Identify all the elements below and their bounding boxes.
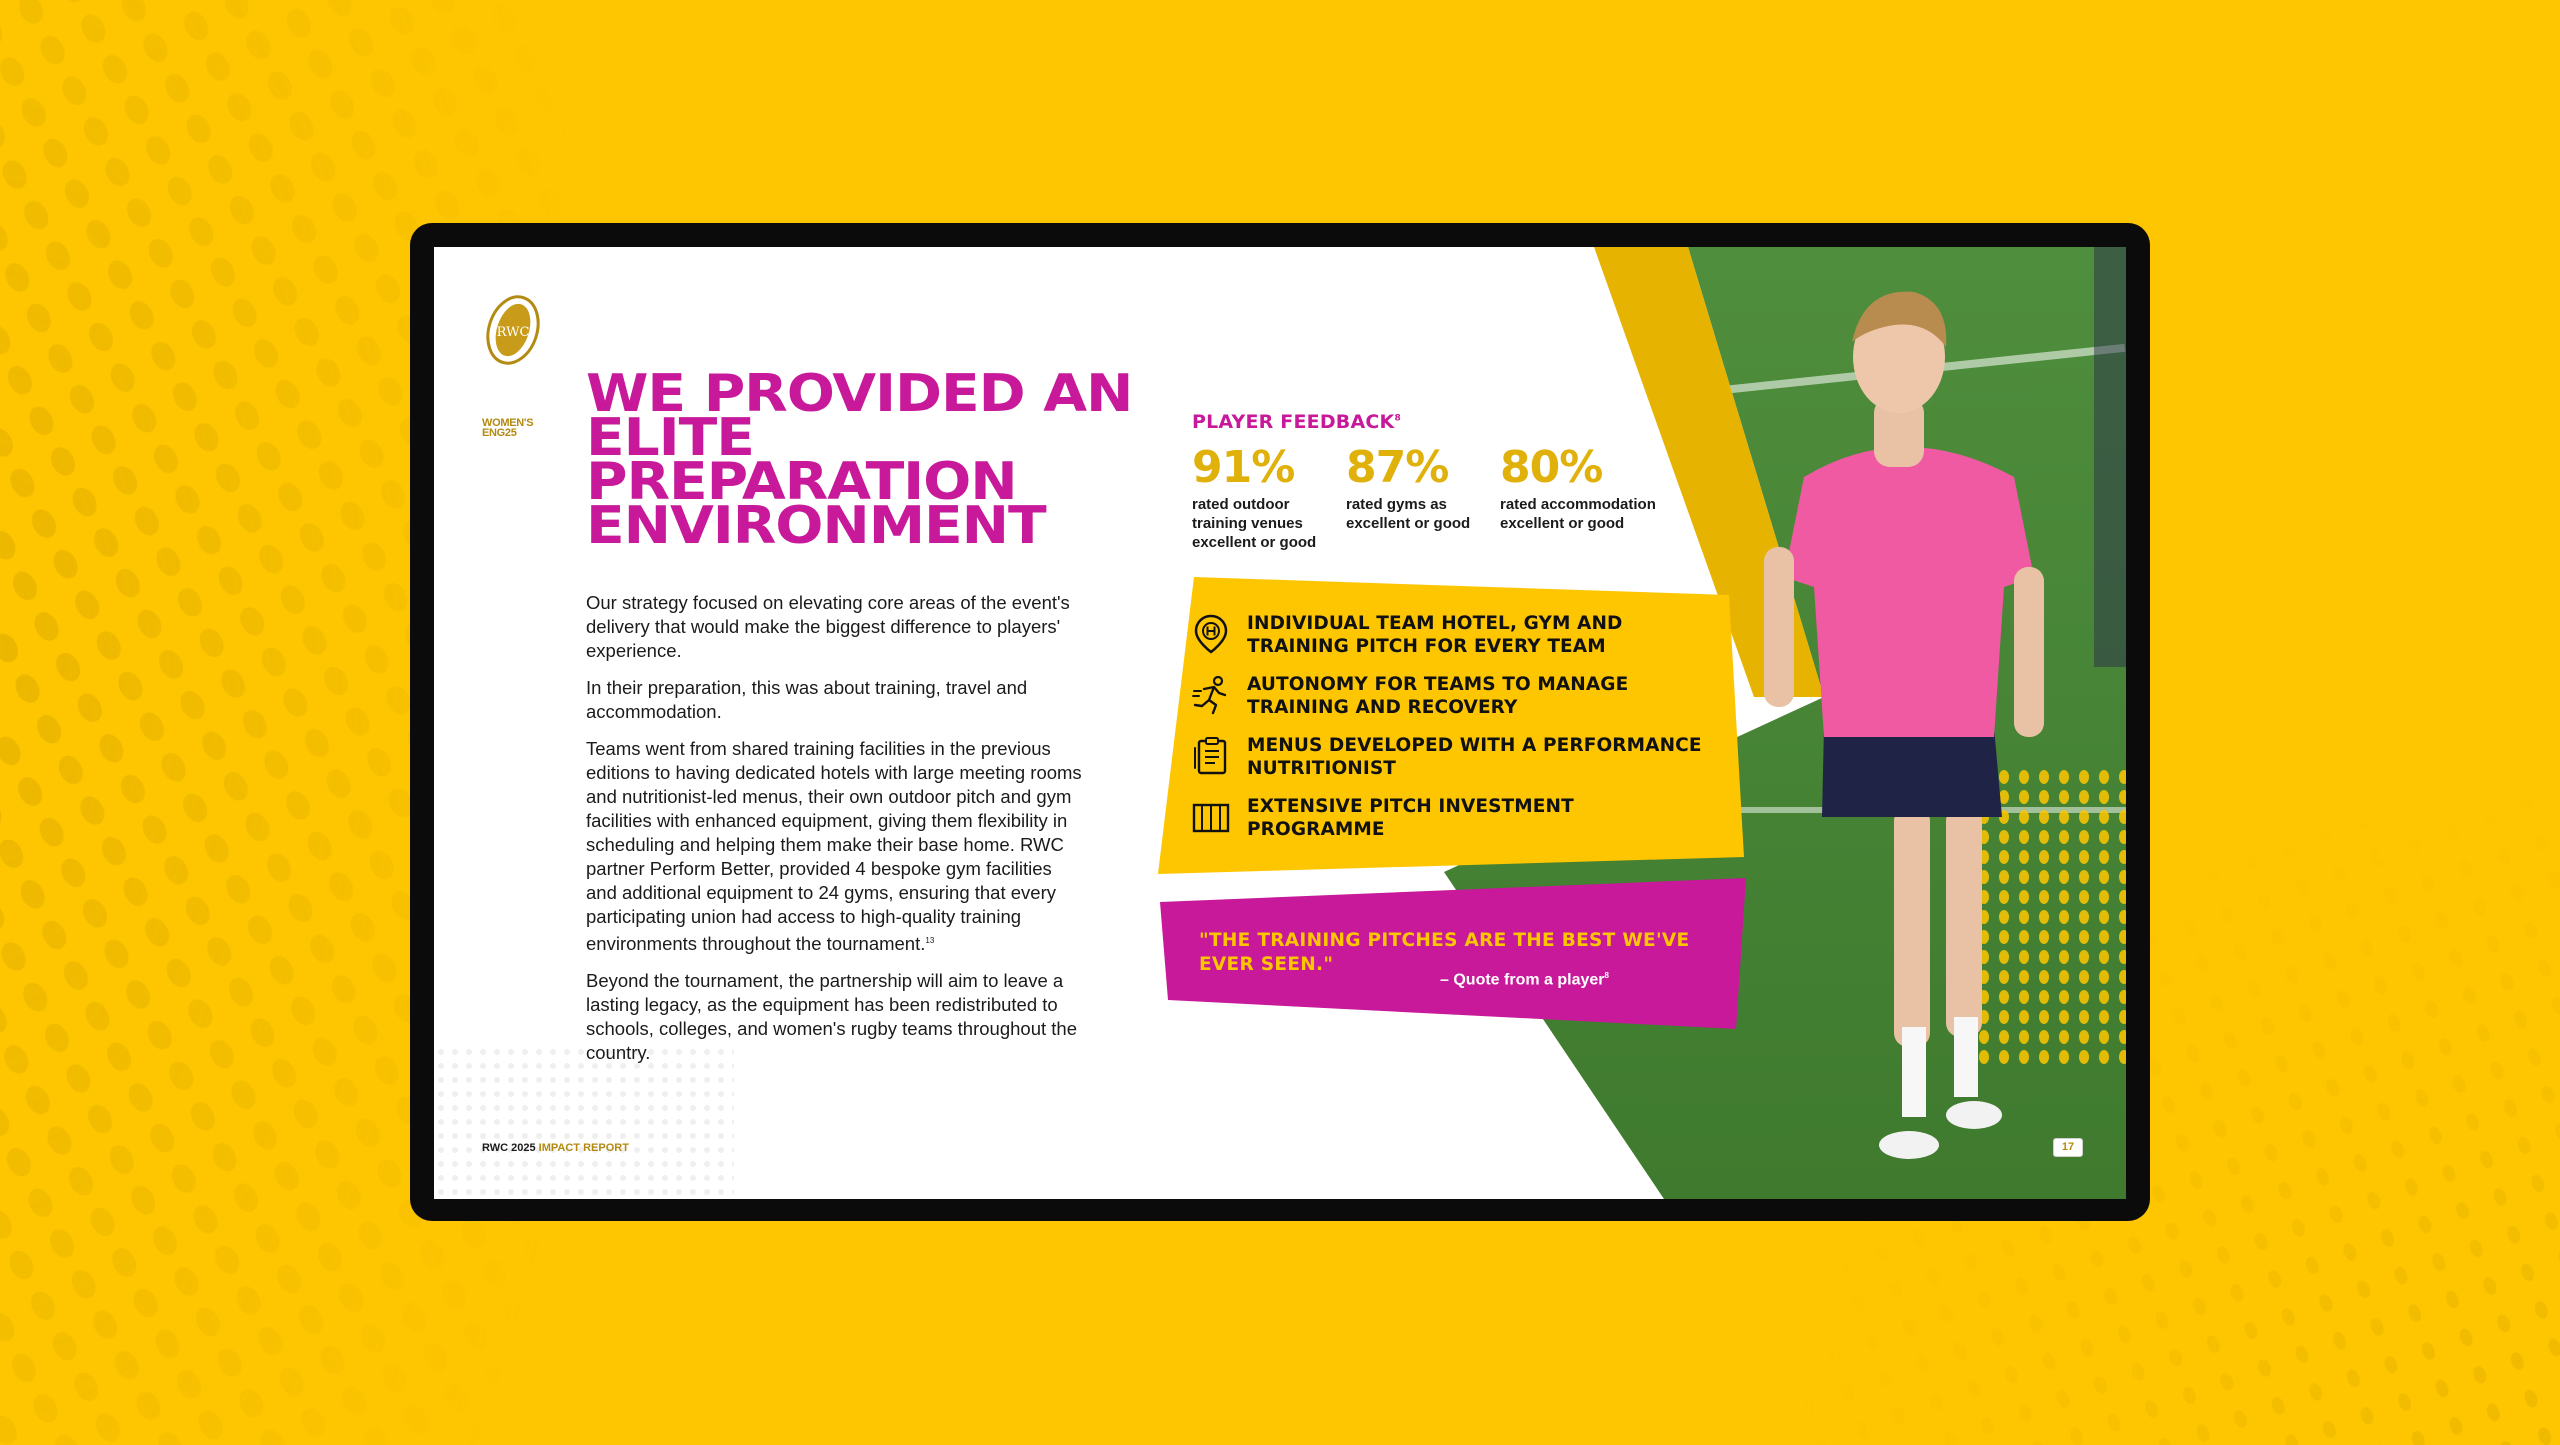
page-number: 17 — [2053, 1138, 2083, 1157]
report-footer — [482, 1142, 629, 1154]
feature-label: MENUS DEVELOPED WITH A PERFORMANCE NUTRITIONIST — [1247, 735, 1702, 779]
stat-label: rated accommodation excellent or good — [1500, 496, 1656, 532]
runner-icon — [1192, 675, 1230, 715]
page-title: WE PROVIDED AN ELITE PREPARATION ENVIRONMENT — [586, 364, 1133, 556]
feature-label: AUTONOMY FOR TEAMS TO MANAGE TRAINING AND RECOVERY — [1247, 674, 1629, 718]
list-item — [1192, 795, 1712, 856]
body-paragraph: Beyond the tournament, the partnership will aim to leave a lasting legacy, as the equipment has been redistributed to schools, colleges, and women's rugby teams throughout the country. — [586, 970, 1077, 1064]
quote-attribution: – Quote from a player$^8$ — [1440, 971, 1609, 989]
feature-label: EXTENSIVE PITCH INVESTMENT PROGRAMME — [1247, 796, 1574, 840]
footer-suffix: IMPACT REPORT — [538, 1142, 629, 1154]
footnote-marker: 8 — [1394, 413, 1401, 424]
stat-value: 87% — [1346, 442, 1449, 493]
menu-clipboard-icon — [1192, 736, 1230, 776]
stat-value: 80% — [1500, 442, 1603, 493]
footnote-marker: 8 — [1604, 971, 1609, 980]
hotel-pin-icon — [1192, 614, 1230, 654]
logo-wordmark: WOMEN'S ENG25 — [482, 417, 534, 439]
body-paragraph: Teams went from shared training facilities in the previous editions to having dedicated hotels with large meeting rooms and nutritionist-led menus, their own outdoor pitch and gym facilities with enhanced equipment, giving them flexibility in scheduling and helping them make their base home. RWC partner Perform Better, provided 4 bespoke gym facilities and additional equipment to 24 gyms, ensuring that every participating union had access to high-quality training environments throughout the tournament.$^{13}$ — [586, 738, 1082, 955]
rwc-ball-emblem-icon — [480, 294, 546, 414]
player-feedback-title: PLAYER FEEDBACK$^8$ — [1192, 411, 1401, 433]
stat-label: rated outdoor training venues excellent or good — [1192, 496, 1317, 551]
footer-prefix: RWC 2025 — [482, 1142, 536, 1154]
body-paragraph: Our strategy focused on elevating core areas of the event's delivery that would make the biggest difference to players' experience. — [586, 592, 1070, 661]
footnote-marker: 13 — [925, 936, 935, 945]
list-item — [1192, 612, 1712, 673]
pitch-icon — [1192, 797, 1230, 837]
report-page — [434, 247, 2126, 1199]
stat-value: 91% — [1192, 442, 1295, 493]
body-copy — [586, 591, 1086, 1078]
body-paragraph: In their preparation, this was about training, travel and accommodation. — [586, 677, 1028, 722]
player-quote: "THE TRAINING PITCHES ARE THE BEST WE'VE EVER SEEN." — [1199, 930, 1690, 975]
feature-label: INDIVIDUAL TEAM HOTEL, GYM AND TRAINING PITCH FOR EVERY TEAM — [1247, 613, 1623, 657]
stat-accommodation — [1500, 442, 1656, 533]
feature-list — [1192, 612, 1712, 856]
stat-gyms — [1346, 442, 1496, 533]
stat-outdoor-venues — [1192, 442, 1342, 552]
stat-label: rated gyms as excellent or good — [1346, 496, 1471, 532]
list-item — [1192, 673, 1712, 734]
list-item — [1192, 734, 1712, 795]
svg-text:RWC: RWC — [496, 325, 530, 340]
